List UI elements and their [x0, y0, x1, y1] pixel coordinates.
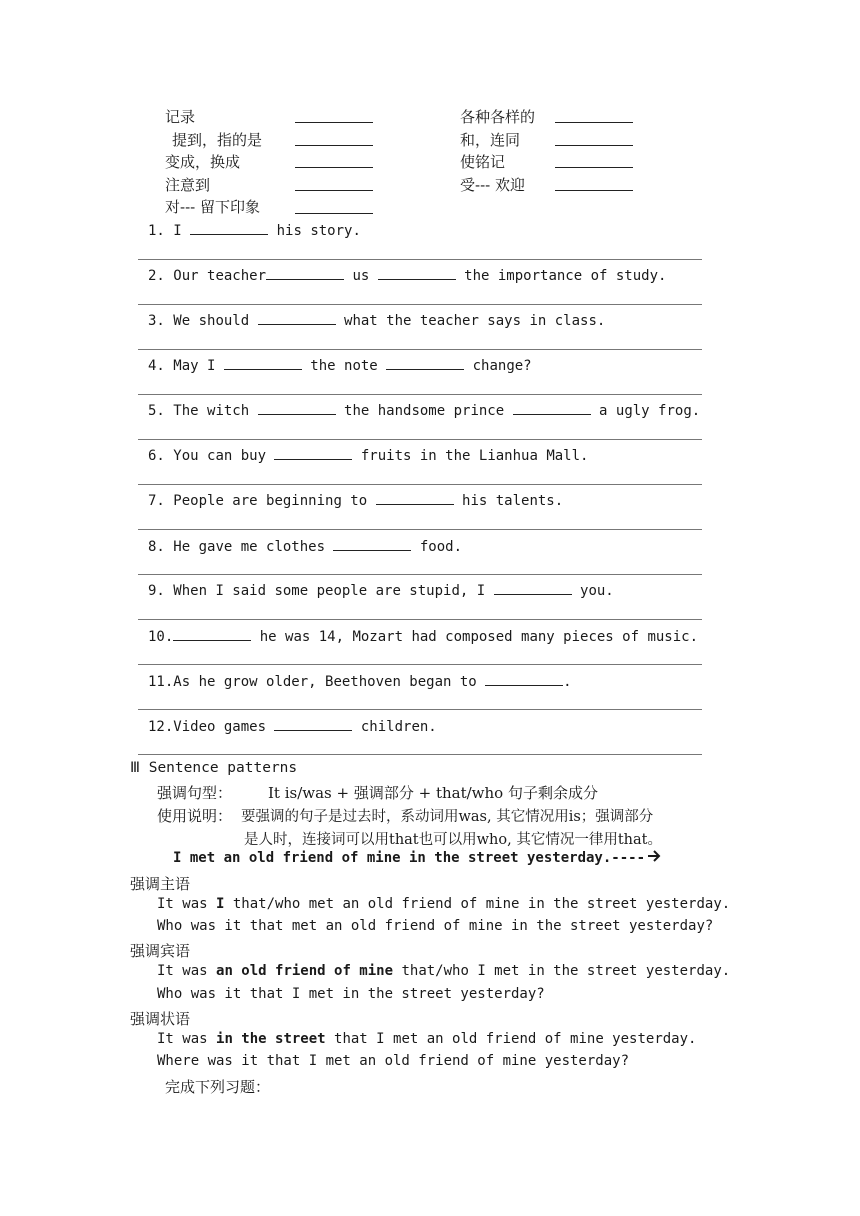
- exercise-blank[interactable]: [494, 580, 572, 595]
- adverbial-label: 强调状语: [130, 1010, 191, 1028]
- pattern-label: 强调句型：: [157, 784, 233, 802]
- usage-label: 使用说明：: [157, 807, 233, 825]
- answer-line: [138, 619, 702, 620]
- exercise-blank[interactable]: [513, 400, 591, 415]
- answer-line: [138, 439, 702, 440]
- answer-line: [138, 664, 702, 665]
- exercise-blank[interactable]: [266, 265, 344, 280]
- vocab-blank-left-5[interactable]: [295, 199, 373, 214]
- exercise-blank[interactable]: [274, 445, 352, 460]
- exercise-8: 8. He gave me clothes food.: [148, 536, 462, 555]
- exercise-blank[interactable]: [258, 400, 336, 415]
- vocab-blank-left-3[interactable]: [295, 153, 373, 168]
- exercise-number: 5.: [148, 403, 165, 419]
- section-heading: Ⅲ Sentence patterns: [130, 760, 298, 776]
- exercise-number: 7.: [148, 493, 165, 509]
- exercise-number: 12.: [148, 719, 174, 735]
- arrow-right-icon: [647, 850, 661, 862]
- exercise-number: 8.: [148, 539, 165, 555]
- vocab-blank-left-2[interactable]: [295, 131, 373, 146]
- exercise-blank[interactable]: [376, 490, 454, 505]
- exercise-5: 5. The witch the handsome prince a ugly frog.: [148, 400, 700, 419]
- vocab-right-4: 受--- 欢迎: [460, 176, 525, 194]
- vocab-right-2: 和，连同: [460, 131, 521, 149]
- exercise-4: 4. May I the note change?: [148, 355, 532, 374]
- vocab-blank-right-4[interactable]: [555, 176, 633, 191]
- vocab-left-5: 对--- 留下印象: [165, 198, 260, 216]
- answer-line: [138, 349, 702, 350]
- object-label: 强调宾语: [130, 942, 191, 960]
- exercise-number: 10.: [148, 629, 174, 645]
- object-sentence-1: It was an old friend of mine that/who I met in the street yesterday.: [157, 963, 731, 979]
- vocab-right-1: 各种各样的: [460, 108, 536, 126]
- exercise-1: 1. I his story.: [148, 220, 361, 239]
- answer-line: [138, 259, 702, 260]
- vocab-blank-left-4[interactable]: [295, 176, 373, 191]
- answer-line: [138, 529, 702, 530]
- exercise-9: 9. When I said some people are stupid, I you.: [148, 580, 614, 599]
- subject-sentence-1: It was I that/who met an old friend of mine in the street yesterday.: [157, 896, 731, 912]
- answer-line: [138, 484, 702, 485]
- exercise-number: 3.: [148, 313, 165, 329]
- exercise-blank[interactable]: [378, 265, 456, 280]
- answer-line: [138, 394, 702, 395]
- exercise-blank[interactable]: [485, 671, 563, 686]
- example-sentence: I met an old friend of mine in the street yesterday.----: [173, 850, 661, 866]
- exercise-blank[interactable]: [258, 310, 336, 325]
- answer-line: [138, 304, 702, 305]
- vocab-blank-right-1[interactable]: [555, 108, 633, 123]
- vocab-left-3: 变成，换成: [165, 153, 241, 171]
- exercise-12: 12.Video games children.: [148, 716, 437, 735]
- exercise-number: 4.: [148, 358, 165, 374]
- exercise-7: 7. People are beginning to his talents.: [148, 490, 563, 509]
- exercise-blank[interactable]: [386, 355, 464, 370]
- object-sentence-2: Who was it that I met in the street yesterday?: [157, 986, 545, 1002]
- exercise-number: 2.: [148, 268, 165, 284]
- answer-line: [138, 754, 702, 755]
- pattern-text: It is/was + 强调部分 + that/who 句子剩余成分: [268, 784, 598, 802]
- answer-line: [138, 709, 702, 710]
- exercise-6: 6. You can buy fruits in the Lianhua Mall.: [148, 445, 588, 464]
- exercise-blank[interactable]: [224, 355, 302, 370]
- exercise-blank[interactable]: [173, 626, 251, 641]
- exercise-11: 11.As he grow older, Beethoven began to .: [148, 671, 572, 690]
- exercise-3: 3. We should what the teacher says in class.: [148, 310, 605, 329]
- vocab-right-3: 使铭记: [460, 153, 506, 171]
- vocab-blank-right-2[interactable]: [555, 131, 633, 146]
- exercise-number: 1.: [148, 223, 165, 239]
- exercise-blank[interactable]: [190, 220, 268, 235]
- exercise-number: 6.: [148, 448, 165, 464]
- vocab-left-1: 记录: [165, 108, 196, 126]
- vocab-blank-left-1[interactable]: [295, 108, 373, 123]
- exercise-blank[interactable]: [274, 716, 352, 731]
- vocab-left-4: 注意到: [165, 176, 211, 194]
- practice-instruction: 完成下列习题：: [165, 1078, 271, 1096]
- adverbial-sentence-1: It was in the street that I met an old friend of mine yesterday.: [157, 1031, 697, 1047]
- exercise-10: 10. he was 14, Mozart had composed many pieces of music.: [148, 626, 698, 645]
- usage-line-1: 要强调的句子是过去时，系动词用was, 其它情况用is；强调部分: [241, 809, 654, 825]
- subject-label: 强调主语: [130, 875, 191, 893]
- exercise-2: 2. Our teacher us the importance of study.: [148, 265, 666, 284]
- exercise-number: 9.: [148, 583, 165, 599]
- subject-sentence-2: Who was it that met an old friend of mine in the street yesterday?: [157, 918, 714, 934]
- exercise-blank[interactable]: [333, 536, 411, 551]
- answer-line: [138, 574, 702, 575]
- adverbial-sentence-2: Where was it that I met an old friend of mine yesterday?: [157, 1053, 630, 1069]
- vocab-left-2: 提到，指的是: [172, 131, 263, 149]
- exercise-number: 11.: [148, 674, 174, 690]
- usage-line-2: 是人时，连接词可以用that也可以用who, 其它情况一律用that。: [244, 832, 662, 848]
- vocab-blank-right-3[interactable]: [555, 153, 633, 168]
